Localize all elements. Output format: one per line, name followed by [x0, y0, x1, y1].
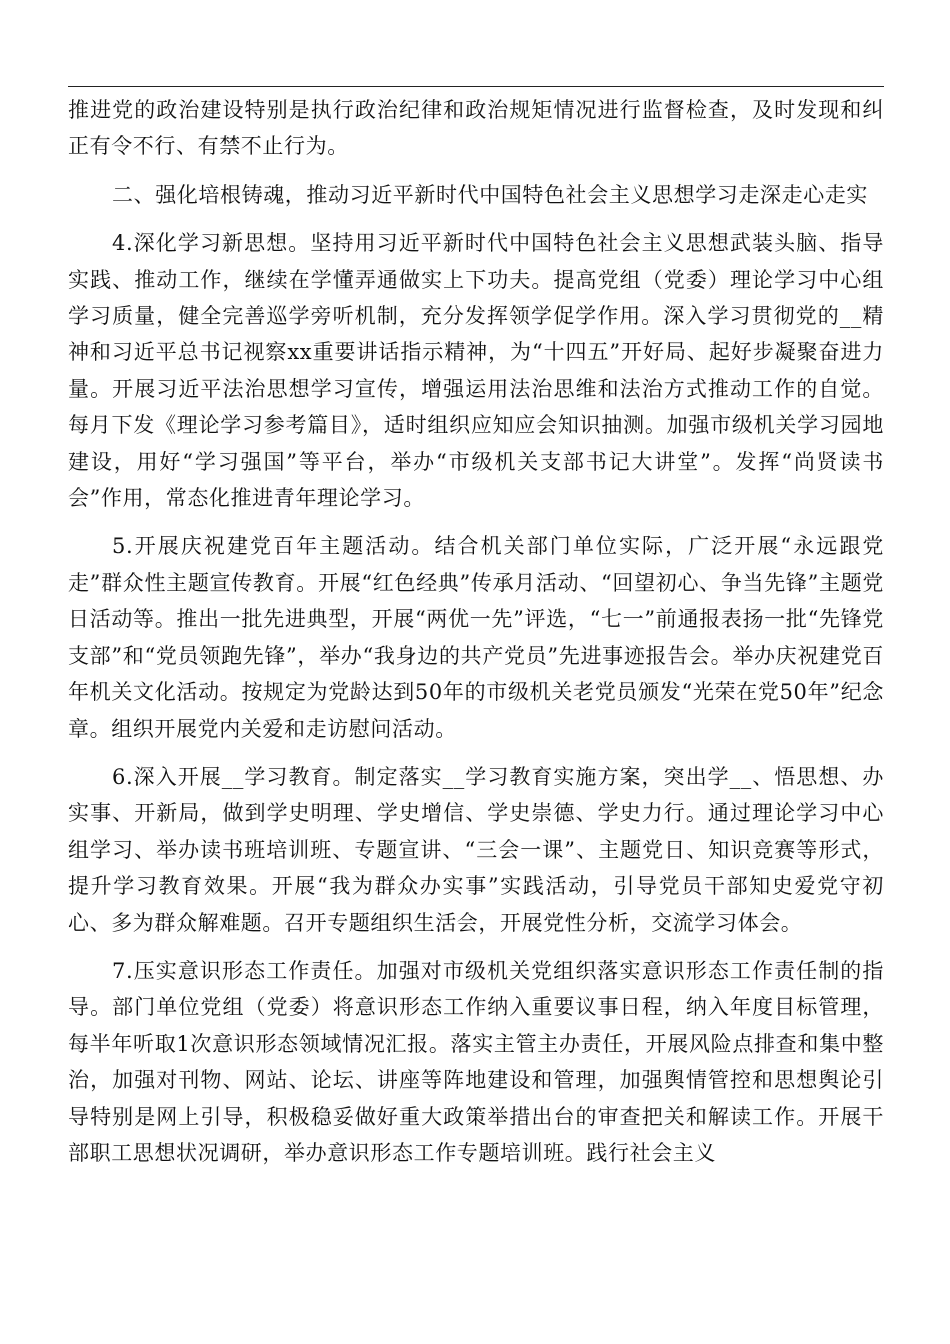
header-rule — [68, 86, 884, 87]
paragraph-item-4: 4.深化学习新思想。坚持用习近平新时代中国特色社会主义思想武装头脑、指导实践、推动工作，继续在学懂弄通做实上下功夫。提高党组（党委）理论学习中心组学习质量，健全完善巡学旁听机制，充分发挥领学促学作用。深入学习贯彻党的__精神和习近平总书记视察xx重要讲话指示精神，为“十四五”开好局、起好步凝聚奋进力量。开展习近平法治思想学习宣传，增强运用法治思维和法治方式推动工作的自觉。每月下发《理论学习参考篇目》，适时组织应知应会知识抽测。加强市级机关学习园地建设，用好“学习强国”等平台，举办“市级机关支部书记大讲堂”。发挥“尚贤读书会”作用，常态化推进青年理论学习。 — [68, 231, 884, 511]
paragraph-item-5: 5.开展庆祝建党百年主题活动。结合机关部门单位实际，广泛开展“永远跟党走”群众性主题宣传教育。开展“红色经典”传承月活动、“回望初心、争当先锋”主题党日活动等。推出一批先进典型，开展“两优一先”评选，“七一”前通报表扬一批“先锋党支部”和“党员领跑先锋”，举办“我身边的共产党员”先进事迹报告会。举办庆祝建党百年机关文化活动。按规定为党龄达到50年的市级机关老党员颁发“光荣在党50年”纪念章。组织开展党内关爱和走访慰问活动。 — [68, 534, 884, 741]
paragraph-continuation: 推进党的政治建设特别是执行政治纪律和政治规矩情况进行监督检查，及时发现和纠正有令不行、有禁不止行为。 — [68, 98, 884, 159]
paragraph-item-6: 6.深入开展__学习教育。制定落实__学习教育实施方案，突出学__、悟思想、办实事、开新局，做到学史明理、学史增信、学史崇德、学史力行。通过理论学习中心组学习、举办读书班培训班、专题宣讲、“三会一课”、主题党日、知识竞赛等形式，提升学习教育效果。开展“我为群众办实事”实践活动，引导党员干部知史爱党守初心、多为群众解难题。召开专题组织生活会，开展党性分析，交流学习体会。 — [68, 764, 884, 935]
paragraph-item-7: 7.压实意识形态工作责任。加强对市级机关党组织落实意识形态工作责任制的指导。部门单位党组（党委）将意识形态工作纳入重要议事日程，纳入年度目标管理，每半年听取1次意识形态领域情况汇报。落实主管主办责任，开展风险点排查和集中整治，加强对刊物、网站、论坛、讲座等阵地建设和管理，加强舆情管控和思想舆论引导特别是网上引导，积极稳妥做好重大政策举措出台的审查把关和解读工作。开展干部职工思想状况调研，举办意识形态工作专题培训班。践行社会主义 — [68, 958, 884, 1165]
document-body — [68, 92, 884, 1183]
section-heading-2: 二、强化培根铸魂，推动习近平新时代中国特色社会主义思想学习走深走心走实 — [112, 182, 868, 207]
